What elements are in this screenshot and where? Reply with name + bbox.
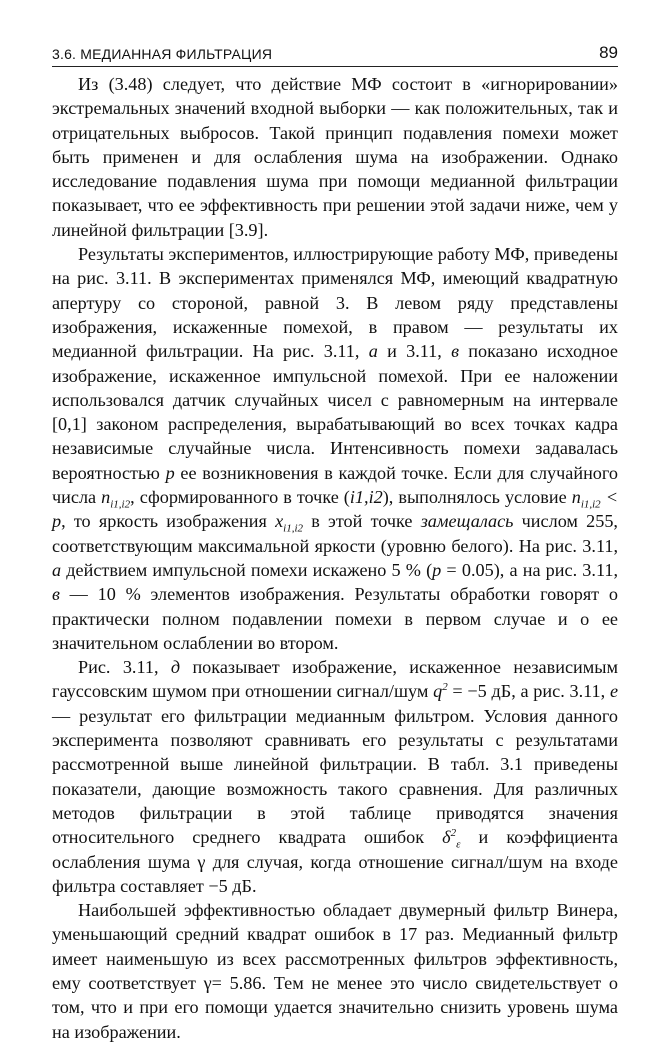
point-coordinates: i1,i2 xyxy=(349,487,383,508)
delta-superscript: 2 xyxy=(450,827,457,840)
paragraph-3-text: Рис. 3.11, xyxy=(78,657,171,678)
figure-ref-v: в xyxy=(451,341,459,362)
page-number: 89 xyxy=(599,43,618,62)
paragraph-4 xyxy=(52,898,618,1044)
body-text xyxy=(52,72,618,1044)
figure-ref-e: е xyxy=(609,681,619,702)
paragraph-2-text: — 10 % элементов изображения. Результаты обработки говорят о практически полном подавлении помехи в первом случае и о ее значительном ослаблении во втором. xyxy=(52,584,618,653)
paragraph-4-text: Наибольшей эффективностью обладает двумерный фильтр Винера, уменьшающий средний квадрат ошибок в 17 раз. Медианный фильтр имеет наименьшую из всех рассмотренных фильтров эффективность, ему соответствует γ= 5.86. Тем не менее это число свидетельствует о том, что и при его помощи удается значительно снизить уровень шума на изображении. xyxy=(52,900,618,1042)
figure-ref-a: а xyxy=(52,559,62,580)
delta-subscript: ε xyxy=(456,838,461,851)
paragraph-3-text: — результат его фильтрации медианным фильтром. Условия данного эксперимента позволяют сравнивать его результаты с результатами рассмотренной выше линейной фильтрации. В табл. 3.1 приведены показатели, дающие возможность такого сравнения. Для различных методов фильтрации в этой таблице приводятся значения относительного среднего квадрата ошибок xyxy=(52,705,618,848)
n-symbol: n xyxy=(101,487,111,508)
paragraph-2-text: Результаты экспериментов, иллюстрирующие работу МФ, приведены на рис. 3.11. В экспериментах применялся МФ, имеющий квадратную апертуру со стороной, равной 3. В левом ряду представлены изображения, искаженные помехой, в правом — результаты их медианной фильтрации. На рис. 3.11, xyxy=(52,244,618,362)
paragraph-2-text: в этой точке xyxy=(303,511,421,532)
paragraph-2-text: числом 255, соответствующим максимальной яркости (уровню белого). На рис. 3.11, xyxy=(52,511,618,556)
random-number-symbol xyxy=(101,487,131,511)
condition-relation: < p xyxy=(52,487,618,532)
x-subscript: i1,i2 xyxy=(283,522,304,535)
paragraph-2-text: и 3.11, xyxy=(377,341,452,362)
q-superscript: 2 xyxy=(442,681,448,694)
figure-ref-d: д xyxy=(170,657,181,678)
paragraph-3-text: и коэффициента ослабления шума γ для случая, когда отношение сигнал/шум на входе фильтра составляет −5 дБ. xyxy=(52,827,619,896)
snr-symbol xyxy=(433,681,448,701)
paragraph-1 xyxy=(52,72,618,242)
paragraph-2-text: действием импульсной помехи искажено 5 % ( xyxy=(61,559,433,580)
paragraph-2-text: , сформированного в точке ( xyxy=(130,487,350,508)
emphasized-word: замещалась xyxy=(420,511,514,532)
probability-symbol: p xyxy=(165,462,175,483)
figure-ref-v: в xyxy=(52,584,60,605)
condition-subscript: i1,i2 xyxy=(580,498,601,511)
page-header xyxy=(52,42,618,67)
paragraph-2-text: , то яркость изображения xyxy=(61,511,276,532)
paragraph-2-text: = 0.05), а на рис. 3.11, xyxy=(441,559,619,580)
paragraph-3-text: показывает изображение, искаженное независимым гауссовским шумом при отношении сигнал/шум xyxy=(52,657,618,702)
probability-symbol: p xyxy=(432,559,442,580)
n-subscript: i1,i2 xyxy=(110,498,131,511)
paragraph-1-text: Из (3.48) следует, что действие МФ состоит в «игнорировании» экстремальных значений входной выборки — как положительных, так и отрицательных выбросов. Такой принцип подавления помехи может быть применен и для ослабления шума на изображении. Однако исследование подавления шума при помощи медианной фильтрации показывает, что ее эффективность при решении этой задачи ниже, чем у линейной фильтрации [3.9]. xyxy=(52,74,618,240)
paragraph-2-text: ), выполнялось условие xyxy=(382,487,572,508)
x-symbol: x xyxy=(275,511,284,532)
paragraph-3 xyxy=(52,655,618,898)
condition-n: n xyxy=(571,487,581,508)
error-symbol xyxy=(442,827,461,851)
paragraph-2-text: показано исходное изображение, искаженное импульсной помехой. При ее наложении использовался датчик случайных чисел с равномерным на интервале [0,1] законом распределения, вырабатывающий во всех точках кадра независимые случайные числа. Интенсивность помехи задавалась вероятностью xyxy=(52,341,618,483)
paragraph-2 xyxy=(52,242,618,655)
running-head: 3.6. МЕДИАННАЯ ФИЛЬТРАЦИЯ xyxy=(52,46,273,62)
paragraph-2-text: ее возникновения в каждой точке. Если для случайного числа xyxy=(52,462,618,508)
image-brightness-symbol xyxy=(275,511,304,535)
paragraph-3-text: = −5 дБ, а рис. 3.11, xyxy=(447,681,610,702)
delta-symbol: δ xyxy=(442,827,451,848)
q-symbol: q xyxy=(433,681,443,702)
figure-ref-a: а xyxy=(368,341,378,362)
